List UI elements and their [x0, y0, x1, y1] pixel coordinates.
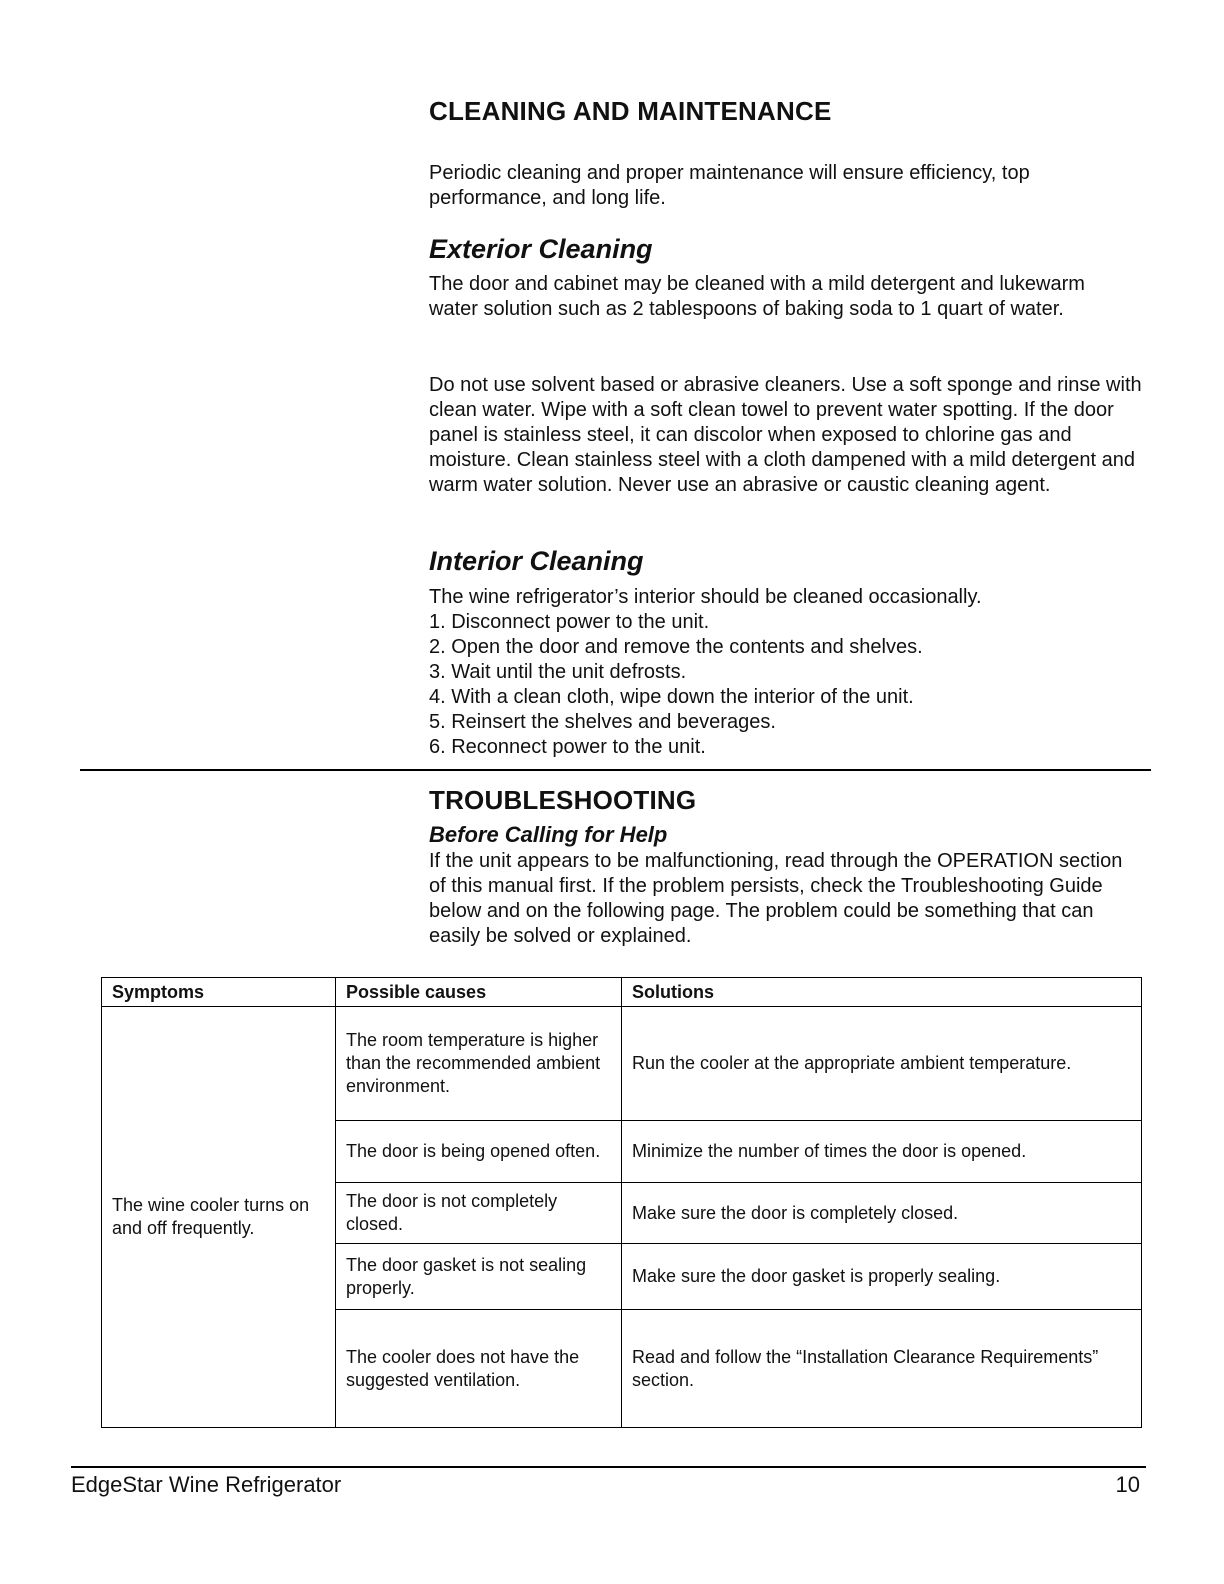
cause-cell: The door is being opened often. — [336, 1121, 622, 1183]
exterior-cleaning-paragraph-1: The door and cabinet may be cleaned with a mild detergent and lukewarm water solution such as 2 tablespoons of baking soda to 1 quart of water. — [429, 273, 1085, 320]
table-row — [102, 1007, 1142, 1121]
solution-cell: Make sure the door gasket is properly sealing. — [622, 1244, 1142, 1310]
page-number: 10 — [1115, 1472, 1140, 1497]
cleaning-intro: Periodic cleaning and proper maintenance will ensure efficiency, top performance, and long life. — [429, 162, 1030, 209]
header-possible-causes: Possible causes — [336, 978, 622, 1007]
step-item: 4. With a clean cloth, wipe down the interior of the unit. — [429, 686, 914, 708]
cause-cell: The door gasket is not sealing properly. — [336, 1244, 622, 1310]
section-divider — [80, 769, 1151, 771]
symptom-cell: The wine cooler turns on and off frequently. — [102, 1007, 336, 1428]
footer-product-name: EdgeStar Wine Refrigerator — [71, 1472, 342, 1497]
step-item: 3. Wait until the unit defrosts. — [429, 661, 687, 683]
solution-cell: Make sure the door is completely closed. — [622, 1183, 1142, 1244]
step-item: 6. Reconnect power to the unit. — [429, 736, 706, 758]
exterior-cleaning-heading: Exterior Cleaning — [429, 234, 653, 264]
step-item: 1. Disconnect power to the unit. — [429, 611, 710, 633]
interior-cleaning-heading: Interior Cleaning — [429, 546, 644, 576]
cause-cell: The door is not completely closed. — [336, 1183, 622, 1244]
interior-cleaning-steps — [429, 610, 1149, 760]
troubleshooting-title: TROUBLESHOOTING — [429, 785, 697, 815]
interior-cleaning-intro: The wine refrigerator’s interior should be cleaned occasionally. — [429, 586, 982, 608]
step-item: 2. Open the door and remove the contents and shelves. — [429, 636, 923, 658]
cause-cell: The room temperature is higher than the recommended ambient environment. — [336, 1007, 622, 1121]
header-symptoms: Symptoms — [102, 978, 336, 1007]
before-calling-heading: Before Calling for Help — [429, 822, 668, 847]
cause-cell: The cooler does not have the suggested ventilation. — [336, 1310, 622, 1428]
table-header-row — [102, 978, 1142, 1007]
cleaning-title: CLEANING AND MAINTENANCE — [429, 96, 832, 126]
solution-cell: Read and follow the “Installation Clearance Requirements” section. — [622, 1310, 1142, 1428]
troubleshooting-table — [101, 977, 1142, 1428]
exterior-cleaning-paragraph-2: Do not use solvent based or abrasive cleaners. Use a soft sponge and rinse with clean water. Wipe with a soft clean towel to prevent water spotting. If the door panel is stainless steel, it can discolor when exposed to chlorine gas and moisture. Clean stainless steel with a cloth dampened with a mild detergent and warm water solution. Never use an abrasive or caustic cleaning agent. — [429, 374, 1142, 496]
solution-cell: Run the cooler at the appropriate ambient temperature. — [622, 1007, 1142, 1121]
solution-cell: Minimize the number of times the door is opened. — [622, 1121, 1142, 1183]
header-solutions: Solutions — [622, 978, 1142, 1007]
footer-divider — [71, 1466, 1146, 1468]
step-item: 5. Reinsert the shelves and beverages. — [429, 711, 776, 733]
troubleshooting-intro: If the unit appears to be malfunctioning, read through the OPERATION section of this manual first. If the problem persists, check the Troubleshooting Guide below and on the following page. The problem could be something that can easily be solved or explained. — [429, 850, 1123, 947]
